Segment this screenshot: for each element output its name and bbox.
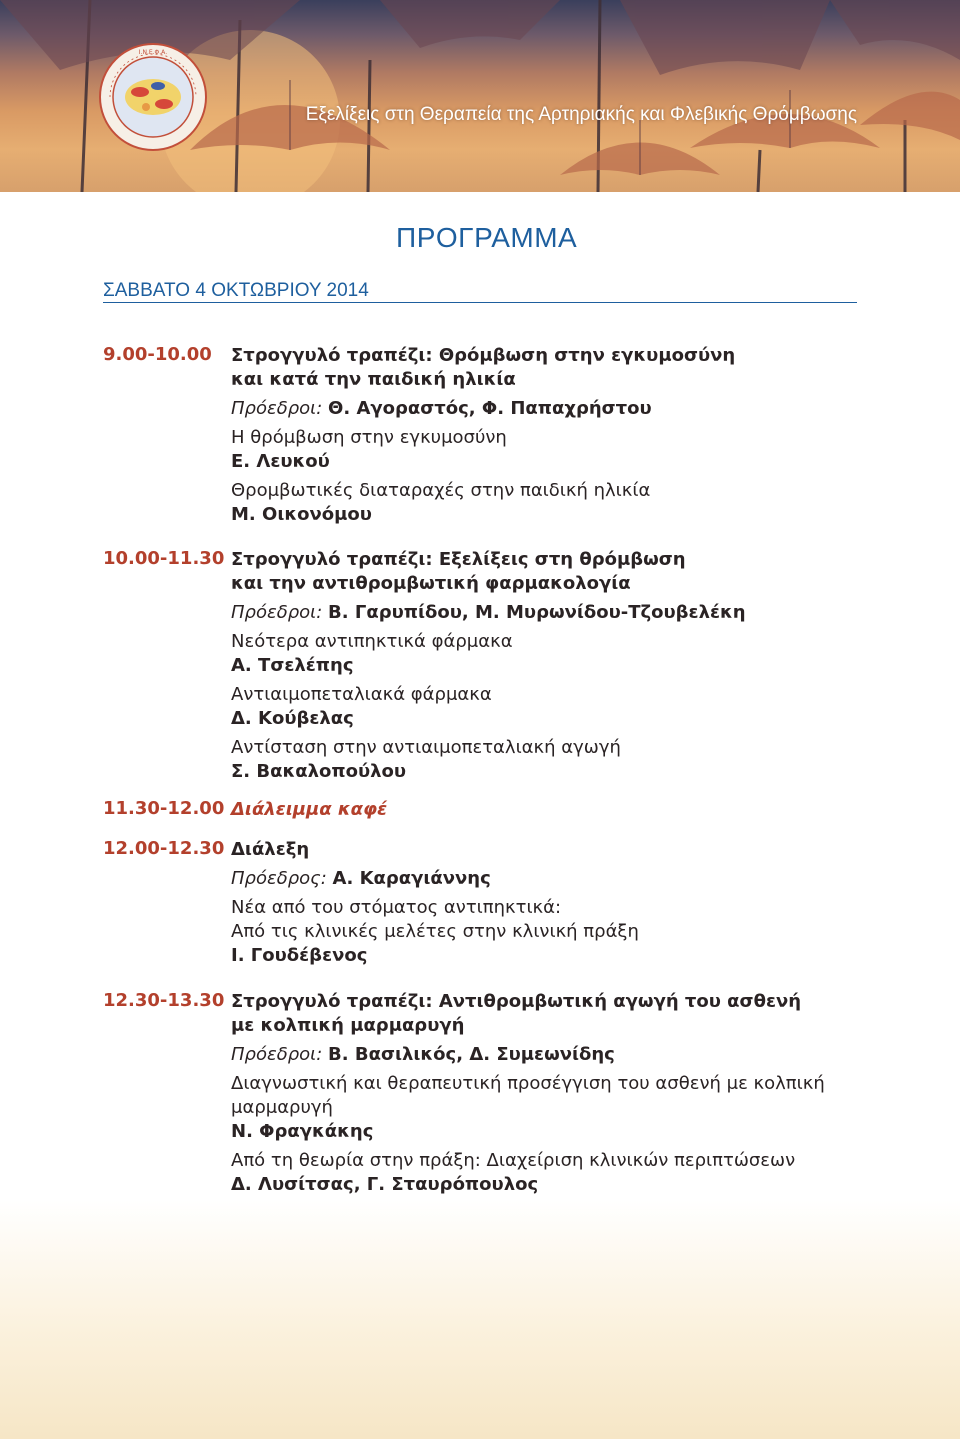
session-time: 9.00-10.00 bbox=[103, 344, 212, 365]
chairs-names: Θ. Αγοραστός, Φ. Παπαχρήστου bbox=[328, 398, 652, 419]
chairs-names: Β. Γαρυπίδου, Μ. Μυρωνίδου-Τζουβελέκη bbox=[328, 602, 746, 623]
chairs-label: Πρόεδροι: bbox=[231, 398, 323, 419]
talk-title: Νεότερα αντιπηκτικά φάρμακα bbox=[231, 631, 513, 652]
talk-item bbox=[231, 479, 863, 527]
schedule-session bbox=[103, 838, 863, 968]
chairs-label: Πρόεδροι: bbox=[231, 1044, 323, 1065]
session-title-line: και κατά την παιδική ηλικία bbox=[231, 369, 516, 390]
talk-title: Από τη θεωρία στην πράξη: Διαχείριση κλινικών περιπτώσεων bbox=[231, 1150, 796, 1171]
talk-title: Από τις κλινικές μελέτες στην κλινική πράξη bbox=[231, 921, 639, 942]
schedule-session bbox=[103, 344, 863, 527]
session-time: 10.00-11.30 bbox=[103, 548, 225, 569]
divider-rule bbox=[103, 302, 857, 303]
program-heading: ΠΡΟΓΡΑΜΜΑ bbox=[396, 222, 578, 253]
schedule-session bbox=[103, 990, 863, 1197]
chairs-label: Πρόεδροι: bbox=[231, 602, 323, 623]
talk-speaker: Σ. Βακαλοπούλου bbox=[231, 761, 407, 782]
session-time: 12.30-13.30 bbox=[103, 990, 225, 1011]
session-chairs bbox=[231, 601, 863, 625]
talk-title: Αντίσταση στην αντιαιμοπεταλιακή αγωγή bbox=[231, 737, 621, 758]
chairs-names: Β. Βασιλικός, Δ. Συμεωνίδης bbox=[328, 1044, 615, 1065]
talk-item bbox=[231, 683, 863, 731]
session-title-line: με κολπική μαρμαρυγή bbox=[231, 1015, 465, 1036]
session-content bbox=[231, 838, 863, 968]
coffee-break-title bbox=[231, 798, 863, 822]
session-chairs bbox=[231, 867, 863, 891]
session-content bbox=[231, 990, 863, 1197]
session-title bbox=[231, 548, 863, 596]
talk-speaker: Δ. Κούβελας bbox=[231, 708, 354, 729]
session-content bbox=[231, 344, 863, 527]
session-title-line: Στρογγυλό τραπέζι: Θρόμβωση στην εγκυμοσύνη bbox=[231, 345, 736, 366]
session-title-line: Διάλειμμα καφέ bbox=[231, 799, 388, 820]
schedule-session bbox=[103, 548, 863, 784]
talk-speaker: Μ. Οικονόμου bbox=[231, 504, 372, 525]
chairs-names: Α. Καραγιάννης bbox=[332, 868, 491, 889]
session-title bbox=[231, 838, 863, 862]
schedule-list bbox=[103, 328, 863, 1197]
schedule-session bbox=[103, 798, 863, 822]
header-banner bbox=[0, 0, 960, 192]
session-time: 11.30-12.00 bbox=[103, 798, 225, 819]
talk-title: Διαγνωστική και θεραπευτική προσέγγιση του ασθενή με κολπική bbox=[231, 1073, 825, 1094]
logo-seal bbox=[98, 42, 208, 152]
session-chairs bbox=[231, 1043, 863, 1067]
talk-speaker: Α. Τσελέπης bbox=[231, 655, 354, 676]
conference-title: Εξελίξεις στη Θεραπεία της Αρτηριακής και Φλεβικής Θρόμβωσης bbox=[305, 104, 857, 125]
day-heading: ΣΑΒΒΑΤΟ 4 ΟΚΤΩΒΡΙΟΥ 2014 bbox=[103, 280, 369, 301]
session-title-line: Στρογγυλό τραπέζι: Εξελίξεις στη θρόμβωση bbox=[231, 549, 686, 570]
logo-text: Ι.Ν.Ε.Φ.Α. bbox=[138, 49, 168, 56]
chairs-label: Πρόεδρος: bbox=[231, 868, 327, 889]
talk-item bbox=[231, 736, 863, 784]
talk-item bbox=[231, 630, 863, 678]
talk-item bbox=[231, 1072, 863, 1144]
talk-speaker: Ι. Γουδέβενος bbox=[231, 945, 368, 966]
talk-speaker: Ε. Λευκού bbox=[231, 451, 330, 472]
session-title-line: και την αντιθρομβωτική φαρμακολογία bbox=[231, 573, 631, 594]
talk-speaker: Δ. Λυσίτσας, Γ. Σταυρόπουλος bbox=[231, 1174, 539, 1195]
session-content bbox=[231, 548, 863, 784]
talk-title: Νέα από του στόματος αντιπηκτικά: bbox=[231, 897, 562, 918]
talk-title: Αντιαιμοπεταλιακά φάρμακα bbox=[231, 684, 492, 705]
session-content bbox=[231, 798, 863, 822]
talk-title: Θρομβωτικές διαταραχές στην παιδική ηλικία bbox=[231, 480, 651, 501]
talk-title: Η θρόμβωση στην εγκυμοσύνη bbox=[231, 427, 507, 448]
session-title-line: Διάλεξη bbox=[231, 839, 310, 860]
session-time: 12.00-12.30 bbox=[103, 838, 225, 859]
talk-title: μαρμαρυγή bbox=[231, 1097, 333, 1118]
talk-speaker: Ν. Φραγκάκης bbox=[231, 1121, 374, 1142]
talk-item bbox=[231, 426, 863, 474]
session-title bbox=[231, 344, 863, 392]
talk-item bbox=[231, 1149, 863, 1197]
session-chairs bbox=[231, 397, 863, 421]
session-title-line: Στρογγυλό τραπέζι: Αντιθρομβωτική αγωγή του ασθενή bbox=[231, 991, 802, 1012]
session-title bbox=[231, 990, 863, 1038]
talk-item bbox=[231, 896, 863, 968]
